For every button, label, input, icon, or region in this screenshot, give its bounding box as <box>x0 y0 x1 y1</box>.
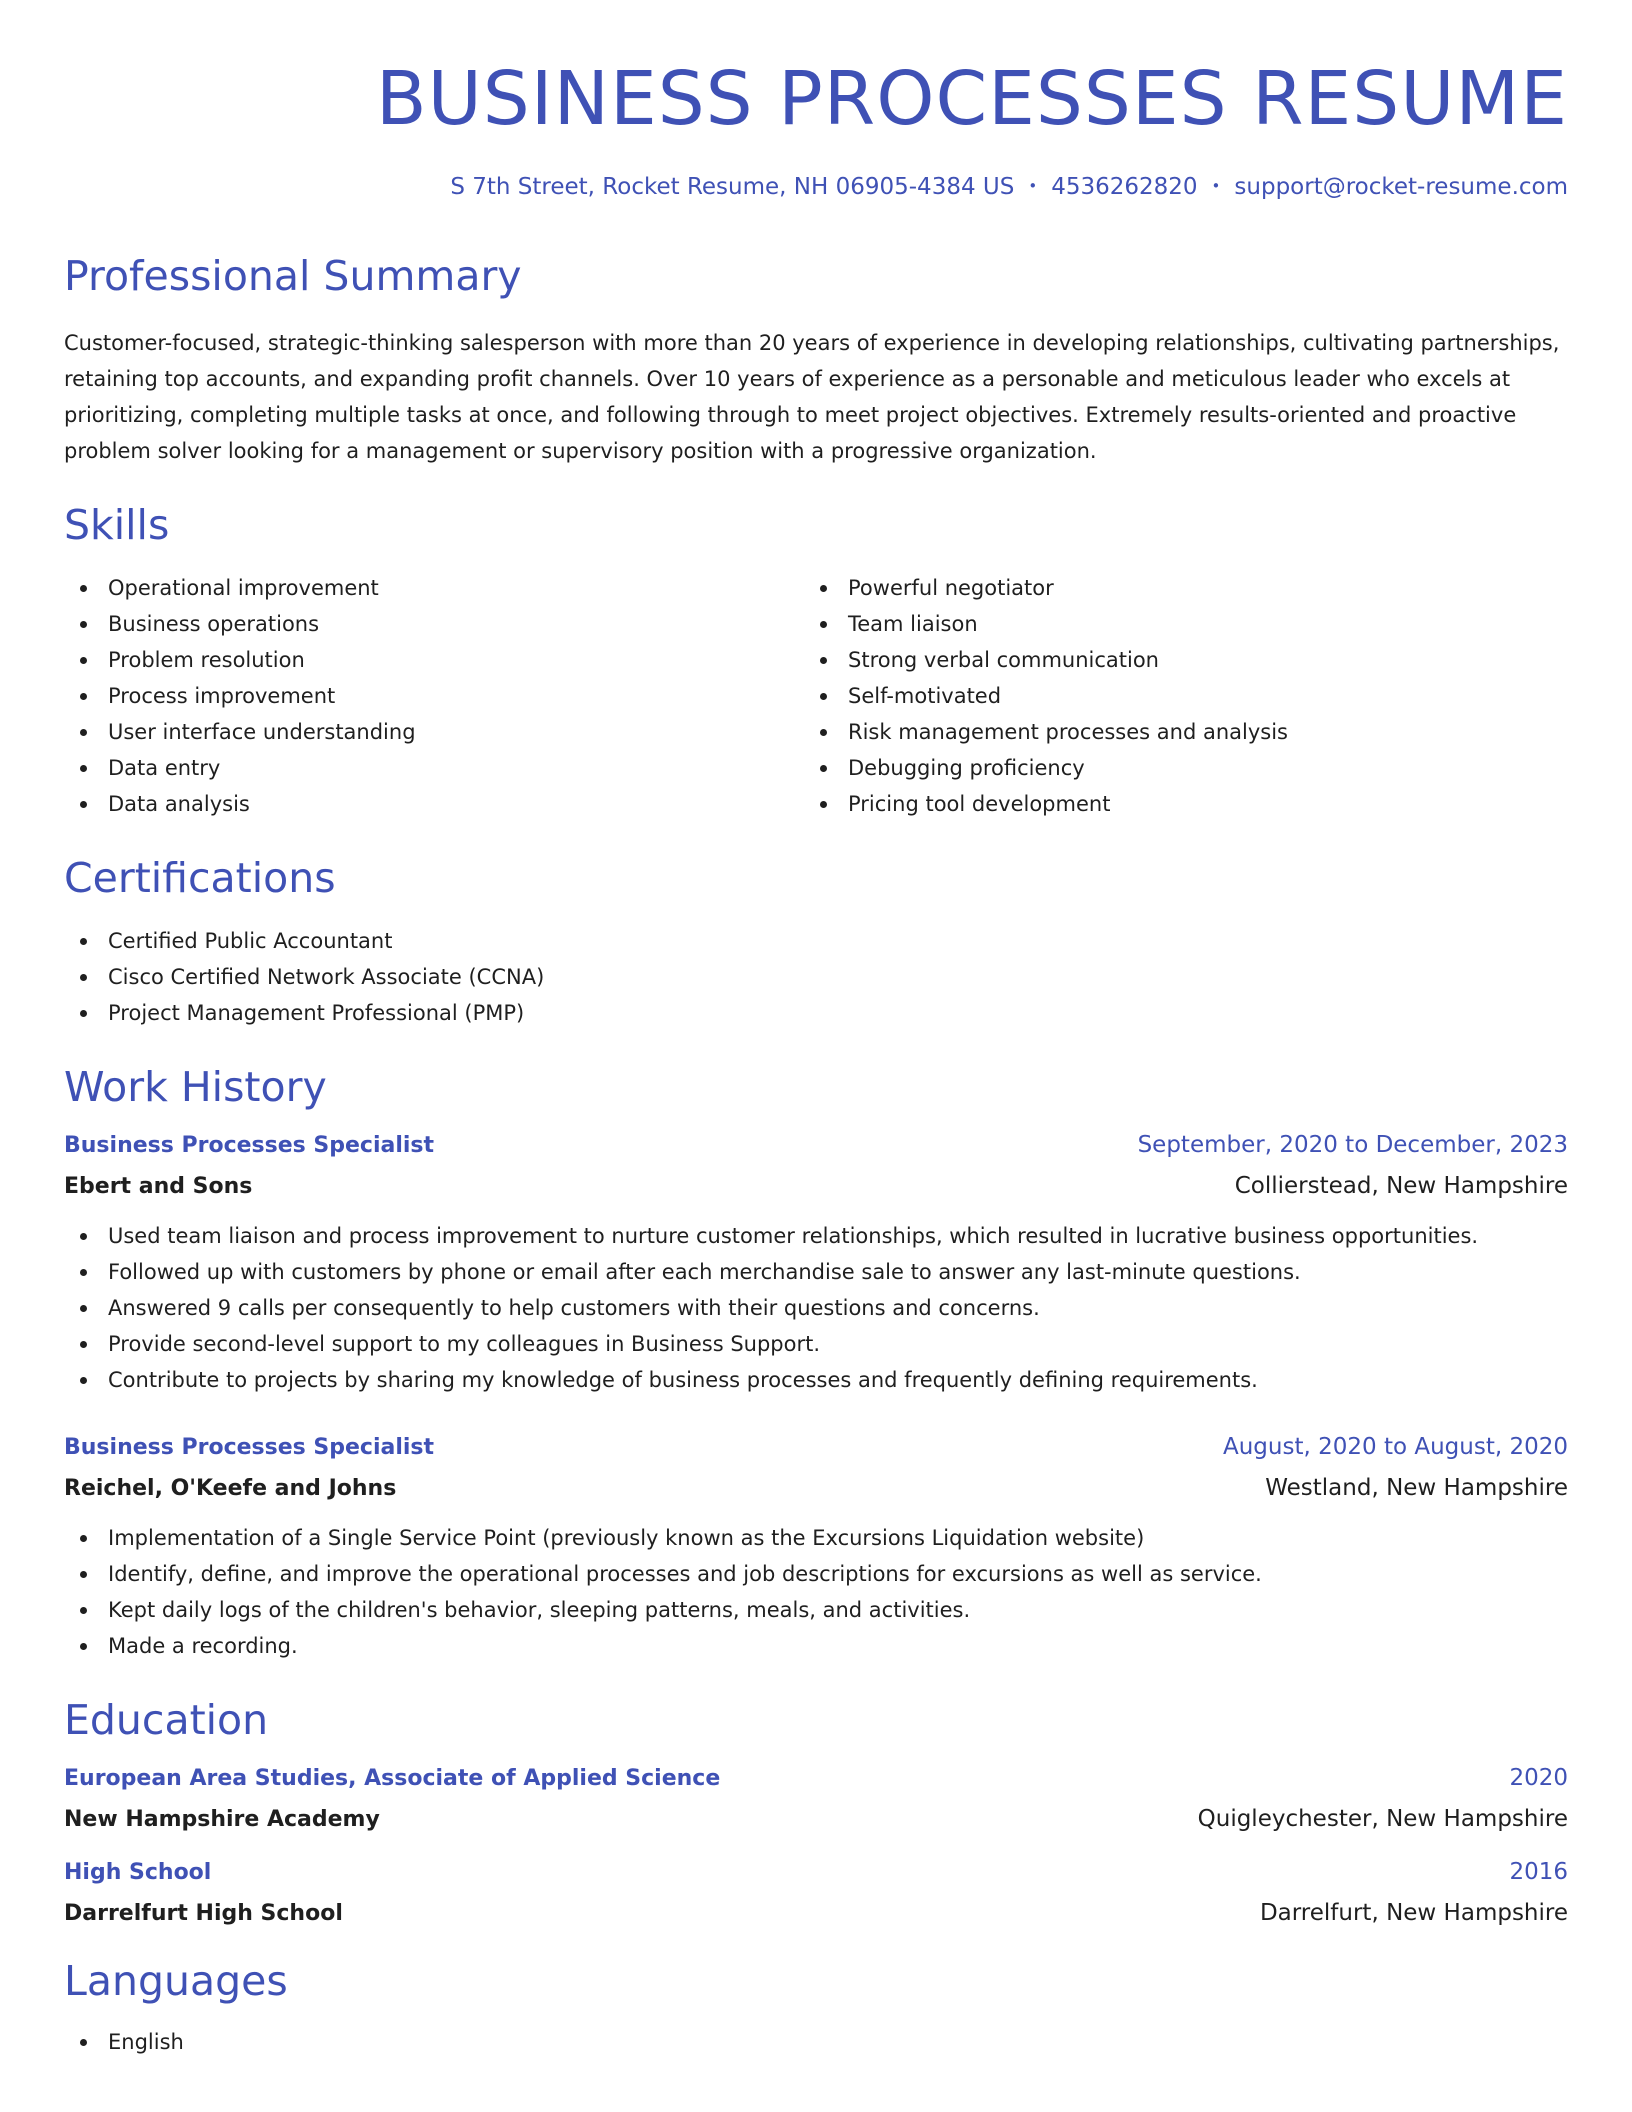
job-bullets <box>64 1218 1568 1398</box>
education-location: Quigleychester, New Hampshire <box>1197 1806 1568 1832</box>
section-heading: Certifications <box>64 854 336 902</box>
education-degree: High School <box>64 1860 212 1885</box>
job-bullets <box>64 1520 1568 1664</box>
job-bullet: Kept daily logs of the children's behavior, sleeping patterns, meals, and activities. <box>64 1592 1568 1628</box>
job-bullet: Followed up with customers by phone or email after each merchandise sale to answer any last-minute questions. <box>64 1254 1568 1290</box>
languages-list <box>64 2024 1568 2060</box>
section-heading: Education <box>64 1696 269 1744</box>
contact-separator: • <box>1211 177 1221 195</box>
skill-item: Business operations <box>64 606 804 642</box>
education-entry <box>64 1861 1568 1925</box>
job-bullet: Used team liaison and process improvement to nurture customer relationships, which resulted in lucrative business opportunities. <box>64 1218 1568 1254</box>
professional-summary-section <box>64 252 1568 469</box>
job-bullet: Answered 9 calls per consequently to help customers with their questions and concerns. <box>64 1290 1568 1326</box>
job-dates: August, 2020 to August, 2020 <box>1223 1434 1568 1460</box>
skills-grid <box>64 570 1568 822</box>
work-history-section <box>64 1063 1568 1664</box>
contact-address: S 7th Street, Rocket Resume, NH 06905-4384 US <box>450 174 1015 200</box>
certifications-section <box>64 854 1568 1031</box>
skill-item: Operational improvement <box>64 570 804 606</box>
skill-item: Data entry <box>64 750 804 786</box>
skills-list-right <box>804 570 1564 822</box>
skill-item: User interface understanding <box>64 714 804 750</box>
job-bullet: Implementation of a Single Service Point (previously known as the Excursions Liquidation website) <box>64 1520 1568 1556</box>
job-bullet: Provide second-level support to my colleagues in Business Support. <box>64 1326 1568 1362</box>
job-company: Ebert and Sons <box>64 1174 253 1199</box>
job-company: Reichel, O'Keefe and Johns <box>64 1476 397 1501</box>
education-year: 2020 <box>1509 1765 1568 1791</box>
resume-title: BUSINESS PROCESSES RESUME <box>375 56 1568 142</box>
certification-item: Project Management Professional (PMP) <box>64 995 1568 1031</box>
skill-item: Process improvement <box>64 678 804 714</box>
education-section <box>64 1696 1568 1926</box>
skill-item: Risk management processes and analysis <box>804 714 1564 750</box>
job-bullet: Contribute to projects by sharing my knowledge of business processes and frequently defining requirements. <box>64 1362 1568 1398</box>
skill-item: Self-motivated <box>804 678 1564 714</box>
job-entry <box>64 1436 1568 1664</box>
skill-item: Problem resolution <box>64 642 804 678</box>
contact-line <box>64 176 1568 199</box>
job-bullet: Identify, define, and improve the operational processes and job descriptions for excursions as well as service. <box>64 1556 1568 1592</box>
skills-section <box>64 501 1568 822</box>
job-location: Collierstead, New Hampshire <box>1234 1173 1568 1199</box>
skills-list-left <box>64 570 804 822</box>
education-year: 2016 <box>1509 1859 1568 1885</box>
contact-email[interactable]: support@rocket-resume.com <box>1234 174 1568 200</box>
section-heading: Professional Summary <box>64 252 522 300</box>
education-school: New Hampshire Academy <box>64 1807 380 1832</box>
education-location: Darrelfurt, New Hampshire <box>1259 1900 1568 1926</box>
skill-item: Pricing tool development <box>804 786 1564 822</box>
certification-item: Cisco Certified Network Associate (CCNA) <box>64 959 1568 995</box>
education-degree: European Area Studies, Associate of Applied Science <box>64 1766 721 1791</box>
job-entry <box>64 1134 1568 1398</box>
contact-phone: 4536262820 <box>1051 174 1198 200</box>
section-heading: Work History <box>64 1063 327 1111</box>
job-title: Business Processes Specialist <box>64 1435 435 1460</box>
contact-separator: • <box>1028 177 1038 195</box>
languages-section <box>64 1957 1568 2060</box>
job-title: Business Processes Specialist <box>64 1133 435 1158</box>
job-dates: September, 2020 to December, 2023 <box>1137 1132 1568 1158</box>
job-location: Westland, New Hampshire <box>1265 1475 1568 1501</box>
education-school: Darrelfurt High School <box>64 1901 343 1926</box>
section-heading: Skills <box>64 501 170 549</box>
skill-item: Powerful negotiator <box>804 570 1564 606</box>
skill-item: Strong verbal communication <box>804 642 1564 678</box>
job-bullet: Made a recording. <box>64 1628 1568 1664</box>
skill-item: Team liaison <box>804 606 1564 642</box>
education-entry <box>64 1767 1568 1831</box>
summary-text: Customer-focused, strategic-thinking salesperson with more than 20 years of experience in developing relationships, cultivating partnerships, retaining top accounts, and expanding profit channels. Over 10 years of experience as a personable and meticulous leader who excels at prioritizing, completing multiple tasks at once, and following through to meet project objectives. Extremely results-oriented and proactive problem solver looking for a management or supervisory position with a progressive organization. <box>64 331 1560 463</box>
certifications-list <box>64 923 1568 1031</box>
language-item: English <box>64 2024 1568 2060</box>
certification-item: Certified Public Accountant <box>64 923 1568 959</box>
skill-item: Debugging proficiency <box>804 750 1564 786</box>
section-heading: Languages <box>64 1957 288 2005</box>
skill-item: Data analysis <box>64 786 804 822</box>
